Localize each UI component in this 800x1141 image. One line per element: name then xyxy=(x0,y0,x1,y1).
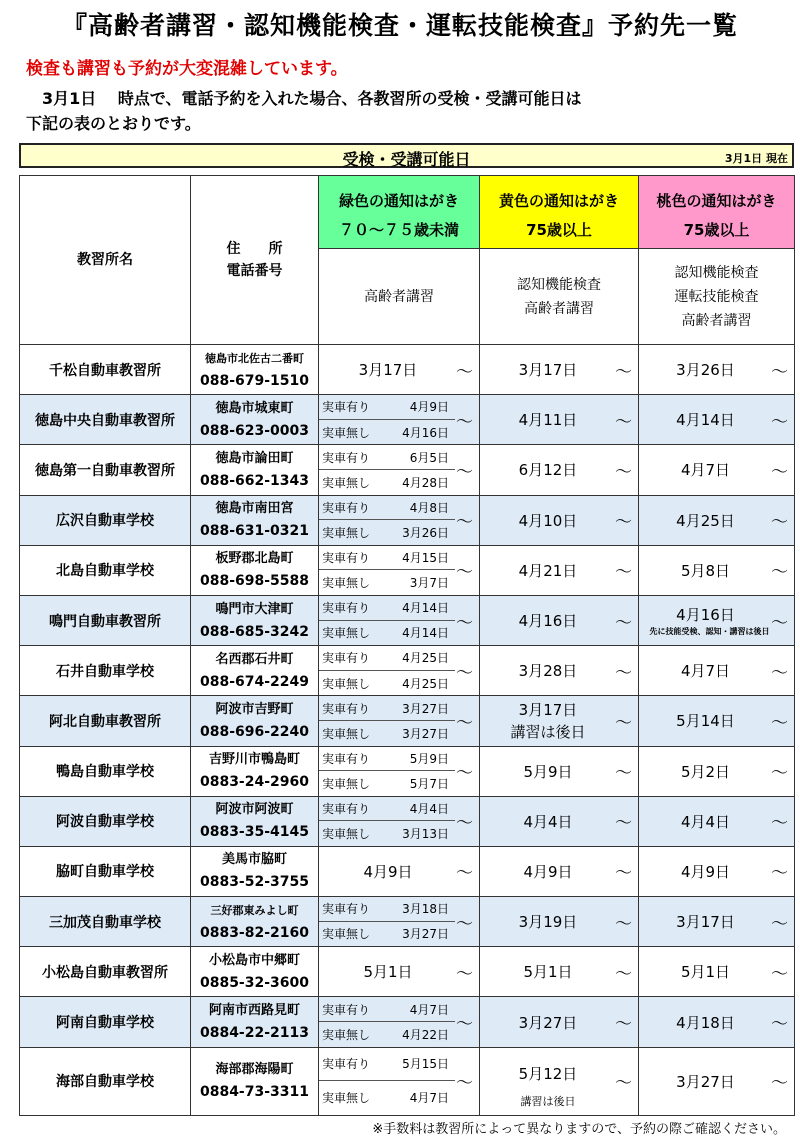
pink-date: 5月8日 ～ xyxy=(639,545,795,595)
table-row xyxy=(20,445,795,495)
no-car-label: 実車無し xyxy=(322,576,371,591)
tilde-mark: ～ xyxy=(771,562,788,583)
tilde-mark: ～ xyxy=(615,613,632,634)
banner-date: 3月1日 現在 xyxy=(724,152,788,165)
school-phone: 088-674-2249 xyxy=(199,673,310,690)
pink-date: 4月18日 ～ xyxy=(639,997,795,1047)
school-contact xyxy=(191,495,319,545)
yellow-course-2: 高齢者講習 xyxy=(524,300,594,317)
pink-course-2: 運転技能検査 xyxy=(674,288,759,305)
school-phone: 0884-73-3311 xyxy=(199,1084,310,1101)
with-car-date: 5月15日 xyxy=(402,1057,449,1072)
yellow-note: 講習は後日 xyxy=(520,1095,576,1109)
school-address: 三好郡東みよし町 xyxy=(210,903,299,917)
school-phone: 088-698-5588 xyxy=(199,573,310,590)
schedule-table xyxy=(19,175,795,1116)
no-car-label: 実車無し xyxy=(322,475,371,490)
yellow-date: 6月12日 ～ xyxy=(480,445,639,495)
header-green-card xyxy=(319,176,480,249)
school-contact xyxy=(191,345,319,395)
green-dates xyxy=(319,796,480,846)
school-name: 鳴門自動車教習所 xyxy=(20,595,191,645)
pink-card-age: 75歳以上 xyxy=(683,221,750,239)
green-dates xyxy=(319,395,480,445)
pink-note: 先に技能受検、認知・講習は後日 xyxy=(649,627,770,637)
no-car-date: 4月16日 xyxy=(402,425,449,440)
green-dates xyxy=(319,696,480,746)
no-car-date: 4月14日 xyxy=(402,626,449,641)
yellow-date: 4月11日 ～ xyxy=(480,395,639,445)
tilde-mark: ～ xyxy=(771,663,788,684)
no-car-date: 4月7日 xyxy=(409,1091,449,1106)
tilde-mark: ～ xyxy=(456,1014,473,1035)
school-contact xyxy=(191,796,319,846)
with-car-date: 4月8日 xyxy=(409,500,449,515)
pink-date: 3月17日 ～ xyxy=(639,897,795,947)
availability-banner xyxy=(19,143,794,168)
green-card-age: ７０～７５歳未満 xyxy=(338,221,459,239)
pink-date: 5月14日 ～ xyxy=(639,696,795,746)
school-phone: 0883-24-2960 xyxy=(199,774,310,791)
school-contact xyxy=(191,395,319,445)
footer-note: ※手数料は教習所によって異なりますので、予約の際ご確認ください。 xyxy=(372,1122,786,1137)
yellow-date: 4月4日 ～ xyxy=(480,796,639,846)
tilde-mark: ～ xyxy=(615,512,632,533)
pink-date: 4月16日 先に技能受検、認知・講習は後日 ～ xyxy=(639,595,795,645)
school-phone: 0884-22-2113 xyxy=(199,1025,310,1042)
school-phone: 088-631-0321 xyxy=(199,523,310,540)
yellow-date: 3月17日 講習は後日 ～ xyxy=(480,696,639,746)
intro-line-2: 下記の表のとおりです。 xyxy=(26,114,201,133)
tilde-mark: ～ xyxy=(615,713,632,734)
school-address: 阿南市西路見町 xyxy=(208,1003,300,1019)
with-car-date: 3月27日 xyxy=(402,701,449,716)
tilde-mark: ～ xyxy=(771,1073,788,1094)
school-address: 美馬市脇町 xyxy=(221,852,287,868)
yellow-course-cell xyxy=(480,249,639,345)
no-car-date: 4月25日 xyxy=(402,676,449,691)
pink-course-cell xyxy=(639,249,795,345)
with-car-label: 実車有り xyxy=(322,751,371,766)
tilde-mark: ～ xyxy=(615,863,632,884)
school-contact xyxy=(191,696,319,746)
tilde-mark: ～ xyxy=(771,1014,788,1035)
pink-date: 4月7日 ～ xyxy=(639,445,795,495)
table-row xyxy=(20,846,795,896)
school-contact xyxy=(191,947,319,997)
with-car-label: 実車有り xyxy=(322,1002,371,1017)
pink-date: 5月2日 ～ xyxy=(639,746,795,796)
no-car-label: 実車無し xyxy=(322,626,371,641)
pink-card-label: 桃色の通知はがき xyxy=(656,192,777,210)
intro-text xyxy=(26,86,582,136)
school-name: 北島自動車学校 xyxy=(20,545,191,595)
tilde-mark: ～ xyxy=(771,964,788,985)
school-phone: 088-696-2240 xyxy=(199,723,310,740)
school-name: 阿波自動車学校 xyxy=(20,796,191,846)
tilde-mark: ～ xyxy=(456,462,473,483)
school-name: 徳島中央自動車教習所 xyxy=(20,395,191,445)
no-car-date: 4月22日 xyxy=(402,1027,449,1042)
table-row xyxy=(20,997,795,1047)
school-address: 徳島市北佐古二番町 xyxy=(205,351,304,365)
pink-date: 5月1日 ～ xyxy=(639,947,795,997)
green-date: 5月1日 ～ xyxy=(319,947,480,997)
yellow-date: 3月27日 ～ xyxy=(480,997,639,1047)
tilde-mark: ～ xyxy=(771,462,788,483)
no-car-label: 実車無し xyxy=(322,1091,371,1106)
with-car-date: 4月4日 xyxy=(409,801,449,816)
pink-date: 3月26日 ～ xyxy=(639,345,795,395)
banner-title: 受検・受講可能日 xyxy=(342,150,471,169)
table-row xyxy=(20,897,795,947)
tilde-mark: ～ xyxy=(615,562,632,583)
with-car-date: 5月9日 xyxy=(409,751,449,766)
school-phone: 088-679-1510 xyxy=(199,372,310,389)
green-course: 高齢者講習 xyxy=(364,288,434,305)
tilde-mark: ～ xyxy=(771,763,788,784)
pink-date: 4月25日 ～ xyxy=(639,495,795,545)
no-car-label: 実車無し xyxy=(322,827,371,842)
school-contact xyxy=(191,846,319,896)
tilde-mark: ～ xyxy=(615,1014,632,1035)
with-car-date: 4月14日 xyxy=(402,601,449,616)
header-pink-card xyxy=(639,176,795,249)
green-card-label: 緑色の通知はがき xyxy=(338,192,459,210)
table-row xyxy=(20,947,795,997)
yellow-date: 5月1日 ～ xyxy=(480,947,639,997)
school-phone: 088-685-3242 xyxy=(199,623,310,640)
school-address: 小松島市中郷町 xyxy=(208,952,300,968)
tilde-mark: ～ xyxy=(456,512,473,533)
tilde-mark: ～ xyxy=(456,763,473,784)
with-car-label: 実車有り xyxy=(322,701,371,716)
school-phone: 0883-35-4145 xyxy=(199,824,310,841)
no-car-date: 3月27日 xyxy=(402,726,449,741)
yellow-date: 3月19日 ～ xyxy=(480,897,639,947)
no-car-date: 3月13日 xyxy=(402,827,449,842)
school-address: 徳島市南田宮 xyxy=(215,501,294,517)
pink-date: 4月14日 ～ xyxy=(639,395,795,445)
yellow-date: 5月12日 講習は後日 ～ xyxy=(480,1047,639,1115)
no-car-date: 3月26日 xyxy=(402,525,449,540)
header-yellow-card xyxy=(480,176,639,249)
school-name: 阿南自動車学校 xyxy=(20,997,191,1047)
with-car-date: 4月7日 xyxy=(409,1002,449,1017)
yellow-course-1: 認知機能検査 xyxy=(517,276,601,293)
congestion-warning: 検査も講習も予約が大変混雑しています。 xyxy=(26,59,348,79)
tilde-mark: ～ xyxy=(615,663,632,684)
pink-date: 4月4日 ～ xyxy=(639,796,795,846)
green-dates xyxy=(319,997,480,1047)
no-car-date: 3月27日 xyxy=(402,927,449,942)
school-address: 海部郡海陽町 xyxy=(215,1062,294,1078)
tilde-mark: ～ xyxy=(771,613,788,634)
header-address-phone xyxy=(191,176,319,345)
school-name: 海部自動車学校 xyxy=(20,1047,191,1115)
school-address: 吉野川市鴨島町 xyxy=(208,752,300,768)
tilde-mark: ～ xyxy=(771,412,788,433)
yellow-date: 5月9日 ～ xyxy=(480,746,639,796)
school-contact xyxy=(191,897,319,947)
no-car-label: 実車無し xyxy=(322,525,371,540)
tilde-mark: ～ xyxy=(771,362,788,383)
tilde-mark: ～ xyxy=(456,964,473,985)
tilde-mark: ～ xyxy=(615,813,632,834)
table-row xyxy=(20,696,795,746)
tilde-mark: ～ xyxy=(615,1073,632,1094)
school-name: 三加茂自動車学校 xyxy=(20,897,191,947)
with-car-date: 4月25日 xyxy=(402,651,449,666)
pink-course-1: 認知機能検査 xyxy=(674,264,759,281)
with-car-label: 実車有り xyxy=(322,601,371,616)
green-date: 4月9日 ～ xyxy=(319,846,480,896)
pink-date: 4月7日 ～ xyxy=(639,646,795,696)
tilde-mark: ～ xyxy=(456,412,473,433)
school-address: 阿波市吉野町 xyxy=(215,701,294,717)
yellow-date: 3月28日 ～ xyxy=(480,646,639,696)
tilde-mark: ～ xyxy=(456,663,473,684)
no-car-label: 実車無し xyxy=(322,425,371,440)
no-car-date: 3月7日 xyxy=(409,576,449,591)
header-address: 住 所 xyxy=(226,241,283,257)
school-phone: 0883-82-2160 xyxy=(199,924,310,941)
tilde-mark: ～ xyxy=(615,462,632,483)
green-dates xyxy=(319,545,480,595)
no-car-label: 実車無し xyxy=(322,676,371,691)
school-contact xyxy=(191,1047,319,1115)
with-car-label: 実車有り xyxy=(322,651,371,666)
no-car-label: 実車無し xyxy=(322,1027,371,1042)
pink-date: 4月9日 ～ xyxy=(639,846,795,896)
header-phone: 電話番号 xyxy=(226,263,283,279)
table-row xyxy=(20,345,795,395)
no-car-label: 実車無し xyxy=(322,726,371,741)
table-row xyxy=(20,746,795,796)
school-name: 石井自動車学校 xyxy=(20,646,191,696)
with-car-label: 実車有り xyxy=(322,551,371,566)
yellow-date: 4月9日 ～ xyxy=(480,846,639,896)
school-name: 千松自動車教習所 xyxy=(20,345,191,395)
green-dates xyxy=(319,595,480,645)
table-row xyxy=(20,545,795,595)
yellow-note: 講習は後日 xyxy=(510,722,586,741)
tilde-mark: ～ xyxy=(456,713,473,734)
table-row xyxy=(20,796,795,846)
with-car-label: 実車有り xyxy=(322,1057,371,1072)
no-car-label: 実車無し xyxy=(322,927,371,942)
school-contact xyxy=(191,445,319,495)
green-dates xyxy=(319,1047,480,1115)
tilde-mark: ～ xyxy=(456,914,473,935)
table-row xyxy=(20,646,795,696)
school-name: 徳島第一自動車教習所 xyxy=(20,445,191,495)
tilde-mark: ～ xyxy=(456,813,473,834)
no-car-date: 5月7日 xyxy=(409,776,449,791)
yellow-date: 4月10日 ～ xyxy=(480,495,639,545)
school-contact xyxy=(191,746,319,796)
school-name: 鴨島自動車学校 xyxy=(20,746,191,796)
school-address: 徳島市城東町 xyxy=(215,400,294,416)
green-dates xyxy=(319,897,480,947)
green-dates xyxy=(319,746,480,796)
school-phone: 0885-32-3600 xyxy=(199,974,310,991)
school-contact xyxy=(191,646,319,696)
table-row xyxy=(20,495,795,545)
tilde-mark: ～ xyxy=(771,512,788,533)
yellow-date: 4月21日 ～ xyxy=(480,545,639,595)
tilde-mark: ～ xyxy=(771,813,788,834)
tilde-mark: ～ xyxy=(456,1073,473,1094)
with-car-date: 4月9日 xyxy=(409,400,449,415)
yellow-date: 4月16日 ～ xyxy=(480,595,639,645)
yellow-card-label: 黄色の通知はがき xyxy=(498,192,619,210)
school-phone: 0883-52-3755 xyxy=(199,874,310,891)
tilde-mark: ～ xyxy=(615,763,632,784)
tilde-mark: ～ xyxy=(456,613,473,634)
tilde-mark: ～ xyxy=(615,964,632,985)
school-address: 徳島市論田町 xyxy=(215,450,294,466)
with-car-label: 実車有り xyxy=(322,902,371,917)
school-phone: 088-623-0003 xyxy=(199,422,310,439)
school-contact xyxy=(191,545,319,595)
tilde-mark: ～ xyxy=(615,412,632,433)
tilde-mark: ～ xyxy=(456,362,473,383)
tilde-mark: ～ xyxy=(456,562,473,583)
green-dates xyxy=(319,646,480,696)
with-car-date: 6月5日 xyxy=(409,450,449,465)
table-row xyxy=(20,595,795,645)
green-dates xyxy=(319,495,480,545)
pink-date: 3月27日 ～ xyxy=(639,1047,795,1115)
school-address: 鳴門市大津町 xyxy=(215,601,294,617)
school-contact xyxy=(191,595,319,645)
yellow-card-age: 75歳以上 xyxy=(526,221,592,239)
green-course-cell xyxy=(319,249,480,345)
no-car-date: 4月28日 xyxy=(402,475,449,490)
table-row xyxy=(20,1047,795,1115)
tilde-mark: ～ xyxy=(615,362,632,383)
school-name: 脇町自動車学校 xyxy=(20,846,191,896)
header-school-name: 教習所名 xyxy=(20,176,191,345)
page-title: 『高齢者講習・認知機能検査・運転技能検査』予約先一覧 xyxy=(61,11,738,40)
with-car-label: 実車有り xyxy=(322,801,371,816)
with-car-label: 実車有り xyxy=(322,450,371,465)
tilde-mark: ～ xyxy=(771,713,788,734)
intro-line-1: 3月1日 時点で、電話予約を入れた場合、各教習所の受検・受講可能日は xyxy=(42,89,582,108)
school-name: 阿北自動車教習所 xyxy=(20,696,191,746)
with-car-label: 実車有り xyxy=(322,500,371,515)
tilde-mark: ～ xyxy=(771,863,788,884)
school-address: 阿波市阿波町 xyxy=(215,802,294,818)
no-car-label: 実車無し xyxy=(322,776,371,791)
school-name: 広沢自動車学校 xyxy=(20,495,191,545)
school-address: 名西郡石井町 xyxy=(215,651,294,667)
with-car-date: 4月15日 xyxy=(402,551,449,566)
tilde-mark: ～ xyxy=(456,863,473,884)
tilde-mark: ～ xyxy=(771,914,788,935)
with-car-date: 3月18日 xyxy=(402,902,449,917)
school-address: 板野郡北島町 xyxy=(215,551,294,567)
with-car-label: 実車有り xyxy=(322,400,371,415)
yellow-date: 3月17日 ～ xyxy=(480,345,639,395)
green-dates xyxy=(319,445,480,495)
school-contact xyxy=(191,997,319,1047)
green-date: 3月17日 ～ xyxy=(319,345,480,395)
school-phone: 088-662-1343 xyxy=(199,472,310,489)
school-name: 小松島自動車教習所 xyxy=(20,947,191,997)
tilde-mark: ～ xyxy=(615,914,632,935)
pink-course-3: 高齢者講習 xyxy=(681,312,752,329)
table-row xyxy=(20,395,795,445)
